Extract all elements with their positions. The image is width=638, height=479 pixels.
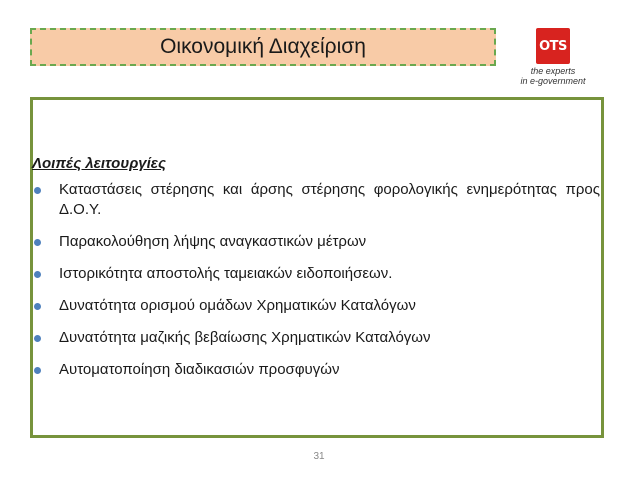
list-item-text: Αυτοματοποίηση διαδικασιών προσφυγών <box>59 361 340 378</box>
logo-tagline <box>514 66 592 86</box>
slide-title-box <box>30 28 496 66</box>
list-item-text: Καταστάσεις στέρησης και άρσης στέρησης φορολογικής ενημερότητας προς Δ.Ο.Υ. <box>59 181 600 218</box>
bullet-dot-icon <box>34 367 41 374</box>
list-item-text: Δυνατότητα μαζικής βεβαίωσης Χρηματικών Καταλόγων <box>59 329 431 346</box>
list-item <box>34 328 600 348</box>
bullet-list <box>34 180 600 392</box>
section-heading: Λοιπές λειτουργίες <box>32 155 166 172</box>
list-item <box>34 232 600 252</box>
logo-tagline-line2: in e-government <box>520 76 586 86</box>
bullet-dot-icon <box>34 187 41 194</box>
logo-mark <box>536 28 570 64</box>
bullet-dot-icon <box>34 335 41 342</box>
slide-title: Οικονομική Διαχείριση <box>160 35 366 58</box>
list-item <box>34 360 600 380</box>
bullet-dot-icon <box>34 239 41 246</box>
list-item <box>34 180 600 220</box>
list-item <box>34 296 600 316</box>
logo-mark-text: OTS <box>539 38 567 54</box>
list-item <box>34 264 600 284</box>
company-logo <box>514 28 592 90</box>
bullet-dot-icon <box>34 271 41 278</box>
list-item-text: Παρακολούθηση λήψης αναγκαστικών μέτρων <box>59 233 367 250</box>
logo-tagline-line1: the experts <box>530 66 576 76</box>
page-number: 31 <box>313 451 325 462</box>
list-item-text: Δυνατότητα ορισμού ομάδων Χρηματικών Καταλόγων <box>59 297 416 314</box>
bullet-dot-icon <box>34 303 41 310</box>
list-item-text: Ιστορικότητα αποστολής ταμειακών ειδοποιήσεων. <box>59 265 393 282</box>
